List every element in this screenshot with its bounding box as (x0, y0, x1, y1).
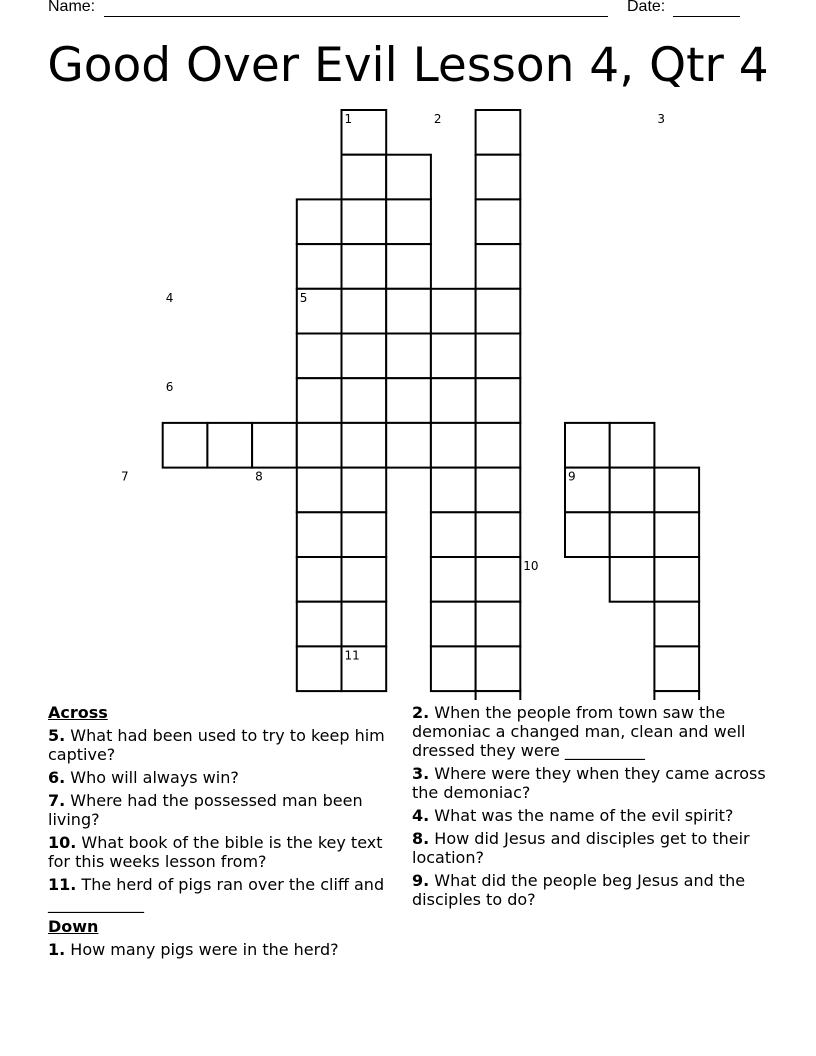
clue-number-10: 10 (523, 559, 539, 573)
grid-cell[interactable] (654, 602, 699, 647)
grid-cell[interactable] (431, 334, 476, 379)
grid-cell[interactable] (297, 557, 342, 602)
down-clue (48, 940, 388, 959)
grid-cell[interactable] (342, 334, 387, 379)
grid-cell[interactable] (476, 691, 521, 700)
grid-cell[interactable] (476, 289, 521, 334)
grid-cell[interactable] (386, 289, 431, 334)
clue-number-11: 11 (344, 648, 360, 663)
clues-column-left (48, 703, 388, 963)
grid-cell[interactable] (207, 423, 252, 468)
clue-text: What had been used to try to keep him captive? (48, 726, 385, 764)
clue-number-7: 7 (121, 469, 129, 484)
grid-cell[interactable] (654, 557, 699, 602)
grid-cell[interactable] (297, 468, 342, 513)
clue-text: What did the people beg Jesus and the disciples to do? (412, 871, 746, 909)
date-label: Date: (627, 0, 666, 15)
grid-cell[interactable] (431, 289, 476, 334)
grid-cell[interactable] (342, 199, 387, 244)
clue-number: 5. (48, 726, 66, 745)
grid-cell[interactable] (252, 423, 297, 468)
grid-cell[interactable] (342, 512, 387, 557)
grid-cell[interactable] (476, 557, 521, 602)
grid-cell[interactable] (431, 602, 476, 647)
grid-cell[interactable] (476, 512, 521, 557)
name-label: Name: (48, 0, 96, 15)
grid-cell[interactable] (342, 155, 387, 200)
clue-number-4: 4 (165, 290, 174, 305)
clue-text: Who will always win? (65, 768, 239, 787)
grid-cell[interactable] (431, 423, 476, 468)
grid-cell[interactable] (431, 557, 476, 602)
page-title: Good Over Evil Lesson 4, Qtr 4 (47, 38, 769, 93)
grid-cell[interactable] (342, 378, 387, 423)
across-clue (48, 833, 388, 871)
grid-cell[interactable] (476, 646, 521, 691)
clues-column-right (412, 703, 772, 913)
clue-text: How many pigs were in the herd? (65, 940, 339, 959)
grid-cell[interactable] (386, 423, 431, 468)
down-clue (412, 703, 772, 760)
clue-number-2: 2 (433, 112, 442, 126)
grid-cell[interactable] (610, 512, 655, 557)
grid-cell[interactable] (476, 334, 521, 379)
grid-cell[interactable] (297, 646, 342, 691)
down-clue-list (48, 940, 388, 959)
across-clue (48, 726, 388, 764)
grid-cell[interactable] (342, 423, 387, 468)
grid-cell[interactable] (297, 512, 342, 557)
clue-text: What book of the bible is the key text for this weeks lesson from? (48, 833, 383, 871)
clue-number: 2. (412, 703, 430, 722)
grid-cell[interactable] (297, 334, 342, 379)
grid-cell[interactable] (297, 423, 342, 468)
down-clue (412, 871, 772, 909)
grid-cell[interactable] (297, 602, 342, 647)
clue-text: Where were they when they came across the demoniac? (412, 764, 766, 802)
clue-number: 7. (48, 791, 66, 810)
grid-cell[interactable] (654, 646, 699, 691)
grid-cell[interactable] (163, 423, 208, 468)
grid-cell[interactable] (565, 423, 610, 468)
grid-cell[interactable] (476, 155, 521, 200)
grid-cell[interactable] (342, 244, 387, 289)
grid-cell[interactable] (297, 244, 342, 289)
grid-cell[interactable] (386, 334, 431, 379)
across-clue (48, 791, 388, 829)
clue-text: What was the name of the evil spirit? (429, 806, 734, 825)
grid-cell[interactable] (386, 199, 431, 244)
grid-cell[interactable] (431, 468, 476, 513)
grid-cell[interactable] (610, 423, 655, 468)
grid-cell[interactable] (431, 378, 476, 423)
across-clue (48, 768, 388, 787)
grid-cell[interactable] (386, 244, 431, 289)
grid-cell[interactable] (476, 110, 521, 155)
clue-number: 4. (412, 806, 430, 825)
grid-cell[interactable] (431, 512, 476, 557)
across-clue (48, 875, 388, 913)
across-clue-list (48, 726, 388, 913)
clue-number: 11. (48, 875, 77, 894)
grid-cell[interactable] (297, 199, 342, 244)
down-clue (412, 806, 772, 825)
down-clue (412, 829, 772, 867)
clue-text: When the people from town saw the demoniac a changed man, clean and well dressed they were __________ (412, 703, 746, 760)
grid-cell[interactable] (654, 512, 699, 557)
down-clue (412, 764, 772, 802)
grid-cell[interactable] (342, 602, 387, 647)
clue-number-6: 6 (165, 380, 174, 395)
grid-cell[interactable] (476, 199, 521, 244)
clue-number-3: 3 (657, 112, 666, 126)
clue-number: 1. (48, 940, 66, 959)
clue-text: How did Jesus and disciples get to their location? (412, 829, 750, 867)
grid-cell[interactable] (297, 378, 342, 423)
clue-number-5: 5 (299, 290, 308, 305)
clue-number: 9. (412, 871, 430, 890)
grid-cell[interactable] (610, 557, 655, 602)
down-clue-list-continued (412, 703, 772, 909)
grid-cell[interactable] (386, 155, 431, 200)
clue-number: 3. (412, 764, 430, 783)
grid-cell[interactable] (342, 468, 387, 513)
grid-cell[interactable] (476, 468, 521, 513)
grid-cell[interactable] (654, 691, 699, 700)
clue-number-8: 8 (255, 469, 263, 484)
grid-cell[interactable] (386, 378, 431, 423)
clue-number: 10. (48, 833, 77, 852)
clue-number-1: 1 (344, 112, 353, 126)
grid-cell[interactable] (476, 423, 521, 468)
grid-cell[interactable] (342, 289, 387, 334)
grid-cell[interactable] (476, 378, 521, 423)
clue-number-9: 9 (568, 469, 576, 484)
grid-cell[interactable] (565, 512, 610, 557)
clue-text: Where had the possessed man been living? (48, 791, 363, 829)
grid-cell[interactable] (431, 646, 476, 691)
down-heading: Down (48, 917, 99, 936)
clue-number: 6. (48, 768, 66, 787)
grid-cell[interactable] (654, 468, 699, 513)
clue-text: The herd of pigs ran over the cliff and ____________ (48, 875, 385, 913)
clue-number: 8. (412, 829, 430, 848)
across-heading: Across (48, 703, 108, 722)
grid-cell[interactable] (342, 557, 387, 602)
grid-cell[interactable] (476, 244, 521, 289)
grid-cell[interactable] (476, 602, 521, 647)
grid-cell[interactable] (610, 468, 655, 513)
